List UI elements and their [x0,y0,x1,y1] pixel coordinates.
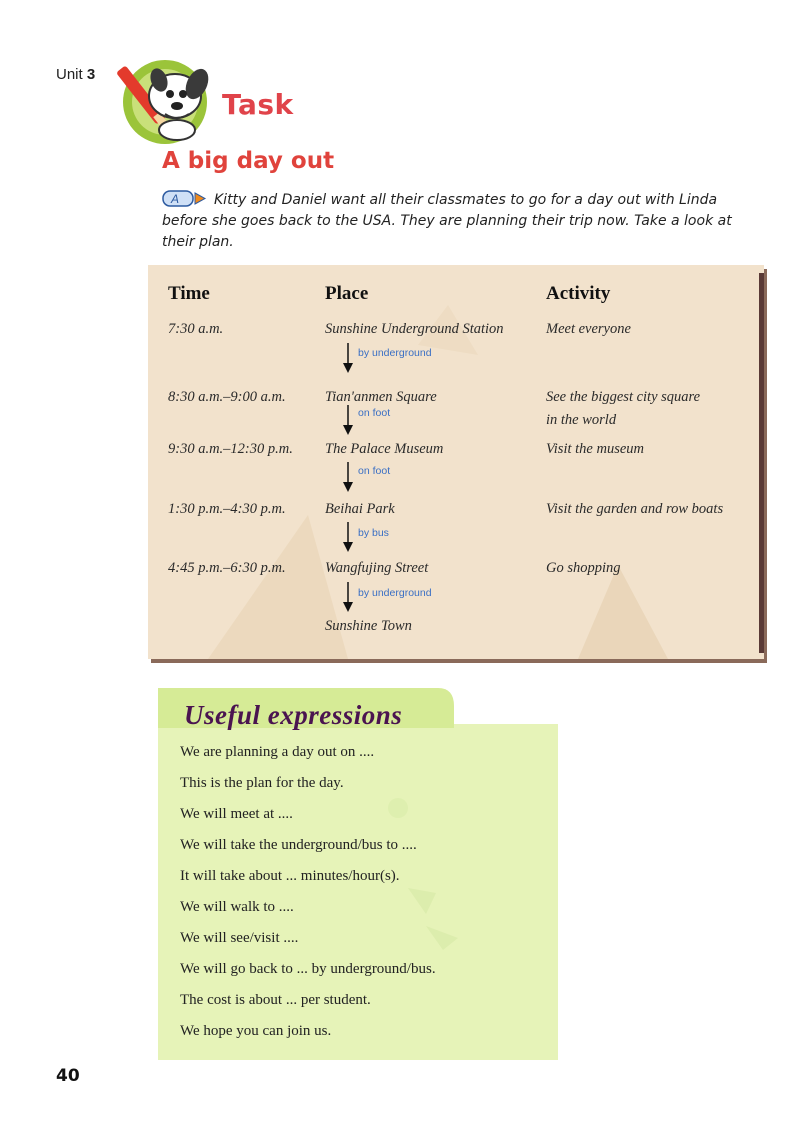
final-place: Sunshine Town [325,618,412,634]
row-activity: Meet everyone [546,321,631,337]
row-activity: Visit the garden and row boats [546,501,724,517]
intro-paragraph [162,190,762,253]
row-time: 9:30 a.m.–12:30 p.m. [168,441,293,457]
dog-mascot-icon [115,50,223,148]
row-place: Beihai Park [325,501,395,517]
unit-number: 3 [86,66,96,83]
transport-label: by underground [358,587,432,599]
part-a-badge [162,190,208,207]
header-time: Time [168,283,210,304]
row-time: 8:30 a.m.–9:00 a.m. [168,389,286,405]
page-number: 40 [56,1066,80,1086]
row-activity: See the biggest city square [546,389,701,405]
expression-item: We will meet at .... [180,806,293,822]
transport-label: by underground [358,347,432,359]
expression-item: We hope you can join us. [180,1023,332,1039]
useful-title: Useful expressions [184,700,403,730]
section-title: A big day out [162,148,335,174]
row-activity-cont: in the world [546,412,617,428]
header-place: Place [325,283,369,304]
expression-item: We are planning a day out on .... [180,744,375,760]
expression-item: We will see/visit .... [180,930,299,946]
row-time: 4:45 p.m.–6:30 p.m. [168,560,286,576]
row-place: Sunshine Underground Station [325,321,504,337]
row-time: 1:30 p.m.–4:30 p.m. [168,501,286,517]
expression-item: We will go back to ... by underground/bus. [180,961,436,977]
expression-item: This is the plan for the day. [180,775,344,791]
row-activity: Go shopping [546,560,621,576]
transport-label: by bus [358,527,389,539]
row-place: Tian'anmen Square [325,389,437,405]
expression-item: We will walk to .... [180,899,294,915]
down-arrow-icon [341,581,355,613]
down-arrow-icon [341,521,355,553]
task-heading: Task [222,88,294,121]
transport-label: on foot [358,465,391,477]
unit-word: Unit [56,66,83,83]
plan-table [148,265,764,659]
expression-item: It will take about ... minutes/hour(s). [180,868,400,884]
row-activity: Visit the museum [546,441,644,457]
intro-text: Kitty and Daniel want all their classmates to go for a day out with Linda before she goes back to the USA. They are planning their trip now. Take a look at their plan. [162,192,732,250]
header-activity: Activity [546,283,611,304]
row-time: 7:30 a.m. [168,321,224,337]
down-arrow-icon [341,461,355,493]
transport-label: on foot [358,407,391,419]
part-a-letter: A [170,192,180,206]
row-place: Wangfujing Street [325,560,429,576]
useful-expressions-box [158,688,558,1060]
plan-edge-shadow [759,273,764,653]
unit-label [56,66,95,83]
expression-item: The cost is about ... per student. [180,992,371,1008]
down-arrow-icon [341,343,355,373]
expression-item: We will take the underground/bus to .... [180,837,417,853]
row-place: The Palace Museum [325,441,444,457]
down-arrow-icon [341,405,355,435]
